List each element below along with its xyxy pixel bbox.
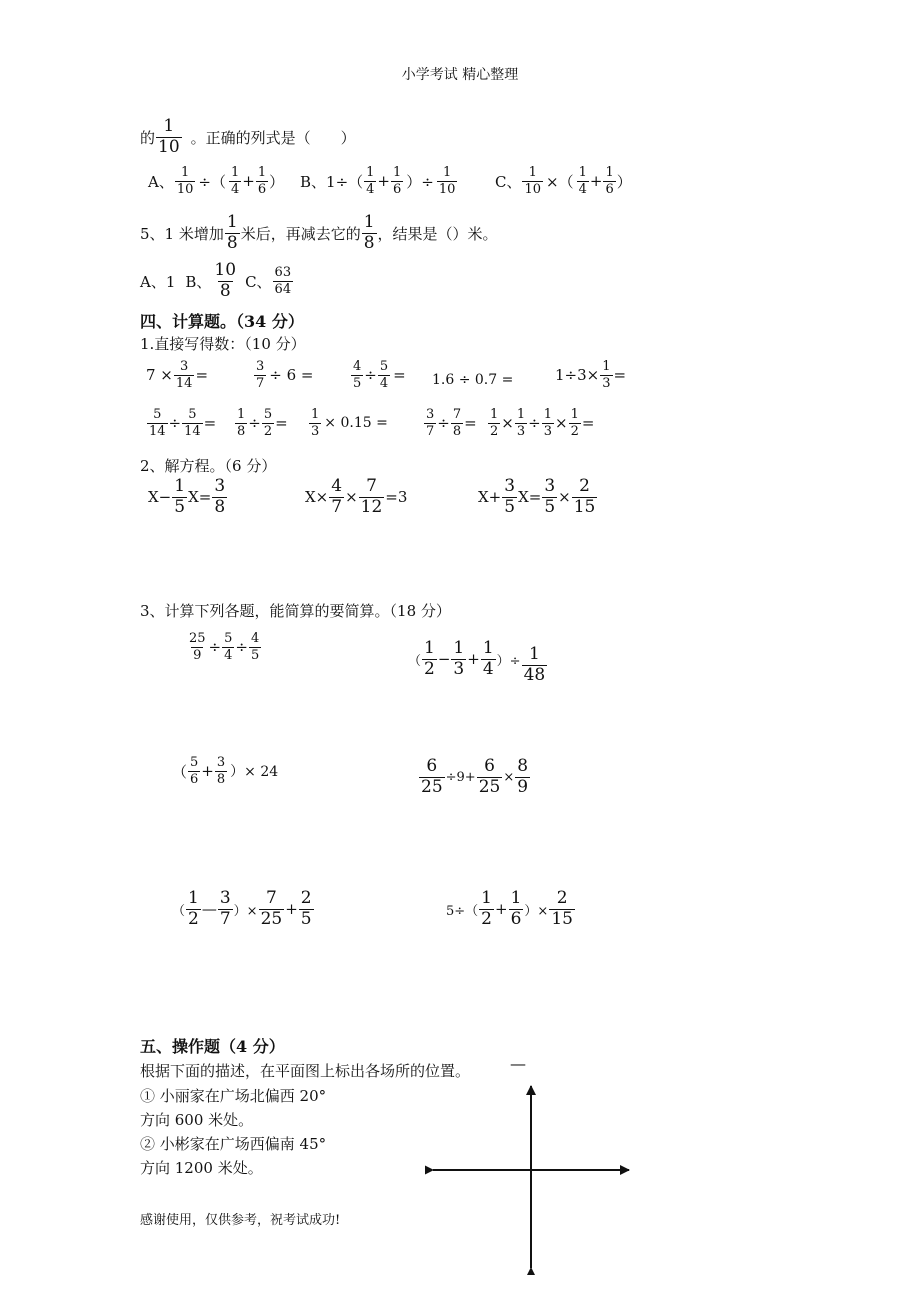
fraction: $\frac{1}{2}$: [490, 407, 499, 439]
item-2-line-2: 方向 1200 米处。: [140, 1159, 263, 1177]
calc-1: $\frac{25}{9}$ ÷ $\frac{5}{4}$ ÷ $\frac{4}{5}$: [189, 631, 260, 663]
calc-5: （ 1 2 — 3 7 ）× $\frac{7}{25}$ + $\frac{2}{5}$: [172, 888, 312, 929]
fraction: $\frac{6}{25}$: [421, 756, 443, 797]
oral-calc-8: $\frac{1}{3}$ × 0.15 =: [311, 407, 388, 439]
fraction: $\frac{1}{4}$: [482, 638, 494, 679]
section-5-title: 五、操作题（4 分）: [140, 1037, 285, 1056]
fraction: $\frac{5}{14}$: [184, 407, 201, 439]
fraction: 1 2: [424, 638, 435, 679]
fraction: $\frac{7}{25}$: [260, 888, 283, 929]
fraction: $\frac{1}{6}$: [510, 888, 522, 929]
fraction: $\frac{1}{5}$: [174, 476, 186, 517]
fraction: $\frac{25}{9}$: [189, 631, 206, 663]
fraction: $\frac{4}{5}$: [353, 359, 362, 391]
fraction: $\frac{3}{8}$: [214, 476, 226, 517]
fraction: $\frac{1}{8}$: [237, 407, 246, 439]
fraction: 1 2: [188, 888, 199, 929]
q4-option-a: A、 $\frac{1}{10}$ ÷（ 1 4 + $\frac{1}{6}$ ）: [148, 165, 285, 197]
fraction: 1 4: [366, 165, 375, 197]
fraction: 1 8: [363, 212, 375, 253]
q5-options: A、1 B、 10 8 C、 63 64: [140, 260, 292, 301]
equation-3: X+ $\frac{3}{5}$ X= $\frac{3}{5}$ × $\frac{2}{15}$: [478, 476, 596, 517]
fraction: $\frac{5}{4}$: [224, 631, 233, 663]
fraction: 3 7: [219, 888, 231, 929]
oral-calc-5: 1÷3× $\frac{1}{3}$ =: [555, 359, 627, 391]
fraction: $\frac{1}{3}$: [602, 359, 611, 391]
equation-1: X− $\frac{1}{5}$ X= $\frac{3}{8}$: [148, 476, 226, 517]
item-2-line-1: ② 小彬家在广场西偏南 45°: [140, 1135, 327, 1153]
q4-suffix: 。正确的列式是（ ）: [190, 128, 356, 147]
fraction: $\frac{3}{7}$: [426, 407, 435, 439]
fraction: $\frac{5}{4}$: [379, 359, 389, 391]
part-1-title: 1.直接写得数：（10 分）: [140, 335, 306, 353]
fraction: 1 8: [226, 212, 238, 253]
fraction: $\frac{7}{8}$: [452, 407, 462, 439]
fraction: $\frac{2}{15}$: [551, 888, 573, 929]
page-header: 小学考试 精心整理: [401, 67, 519, 83]
fraction: $\frac{1}{3}$: [516, 407, 526, 439]
fraction: $\frac{1}{3}$: [453, 638, 465, 679]
part-3-title: 3、计算下列各题，能简算的要简算。（18 分）: [140, 602, 451, 620]
q4-option-c: C、 $\frac{1}{10}$ ×（ 1 4 + $\frac{1}{6}$ ）: [495, 165, 632, 197]
fraction: $\frac{1}{3}$: [543, 407, 552, 439]
fraction: $\frac{3}{5}$: [544, 476, 556, 517]
q4-option-b: B、1÷（ 1 4 + $\frac{1}{6}$ ）÷ $\frac{1}{10}$: [300, 165, 456, 197]
calc-2: （ 1 2 − $\frac{1}{3}$ + $\frac{1}{4}$ ）÷ $\frac{1}{48}$: [408, 638, 546, 685]
fraction: $\frac{1}{10}$: [524, 165, 542, 197]
fraction: $\frac{3}{14}$: [175, 359, 193, 391]
fraction: $\frac{1}{3}$: [311, 407, 320, 439]
item-1-line-1: ① 小丽家在广场北偏西 20°: [140, 1087, 327, 1105]
equation-2: X× $\frac{4}{7}$ × $\frac{7}{12}$ =3: [305, 476, 408, 517]
oral-calc-9: $\frac{3}{7}$ ÷ $\frac{7}{8}$ =: [426, 407, 477, 439]
oral-calc-1: 7 × $\frac{3}{14}$ =: [146, 359, 209, 391]
fraction: 5 6: [190, 755, 199, 787]
fraction: 1 4: [578, 165, 587, 197]
fraction: 1 10: [158, 116, 180, 157]
fraction: 1 2: [481, 888, 492, 929]
oral-calc-10: $\frac{1}{2}$ × $\frac{1}{3}$ ÷ $\frac{1}{3}$ × $\frac{1}{2}$ =: [490, 407, 595, 439]
fraction: $\frac{1}{6}$: [605, 165, 614, 197]
fraction: $\frac{1}{6}$: [257, 165, 267, 197]
plan-cross-diagram: [425, 1080, 635, 1275]
fraction: $\frac{5}{14}$: [149, 407, 166, 439]
part-2-title: 2、解方程。（6 分）: [140, 457, 277, 475]
fraction: $\frac{3}{8}$: [216, 755, 226, 787]
fraction: $\frac{6}{25}$: [478, 756, 501, 797]
fraction: $\frac{1}{48}$: [523, 644, 546, 685]
fraction: 63 64: [274, 265, 292, 297]
fraction: 10 8: [214, 260, 237, 301]
fraction: $\frac{2}{15}$: [573, 476, 596, 517]
calc-6: 5÷（ 1 2 + $\frac{1}{6}$ ）× $\frac{2}{15}$: [446, 888, 573, 929]
fraction: $\frac{8}{9}$: [517, 756, 529, 797]
item-1-line-2: 方向 600 米处。: [140, 1111, 254, 1129]
q4-prefix: 的: [140, 128, 156, 147]
fraction: 1 4: [230, 165, 240, 197]
q4-tail: [140, 118, 356, 157]
fraction: $\frac{1}{2}$: [570, 407, 579, 439]
fraction: $\frac{2}{5}$: [300, 888, 312, 929]
oral-calc-6: $\frac{5}{14}$ ÷ $\frac{5}{14}$ =: [149, 407, 217, 439]
q5-question: 5、1 米增加 1 8 米后，再减去它的 1 8 ，结果是（）米。: [140, 212, 498, 253]
fraction: $\frac{4}{5}$: [250, 631, 260, 663]
fraction: $\frac{7}{12}$: [360, 476, 383, 517]
fraction: $\frac{5}{2}$: [263, 407, 273, 439]
fraction: $\frac{3}{7}$: [256, 359, 265, 391]
fraction: $\frac{1}{10}$: [176, 165, 194, 197]
oral-calc-2: $\frac{3}{7}$ ÷ 6 =: [256, 359, 314, 391]
fraction: $\frac{4}{7}$: [331, 476, 343, 517]
fraction: $\frac{3}{5}$: [504, 476, 516, 517]
calc-3: （ 5 6 + $\frac{3}{8}$ ）× 24: [172, 755, 279, 787]
fraction: $\frac{1}{10}$: [438, 165, 456, 197]
footer-note: 感谢使用，仅供参考，祝考试成功!: [140, 1213, 341, 1228]
oral-calc-3: $\frac{4}{5}$ ÷ $\frac{5}{4}$ =: [353, 359, 406, 391]
oral-calc-7: $\frac{1}{8}$ ÷ $\frac{5}{2}$ =: [237, 407, 288, 439]
north-mark: —: [510, 1054, 526, 1073]
oral-calc-4: 1.6 ÷ 0.7 =: [432, 372, 514, 388]
section-5-intro: 根据下面的描述，在平面图上标出各场所的位置。: [140, 1062, 471, 1080]
fraction: $\frac{1}{6}$: [393, 165, 402, 197]
section-4-title: 四、计算题。（34 分）: [140, 312, 304, 331]
calc-4: $\frac{6}{25}$ ÷9+ $\frac{6}{25}$ × $\frac{8}{9}$: [421, 756, 529, 797]
